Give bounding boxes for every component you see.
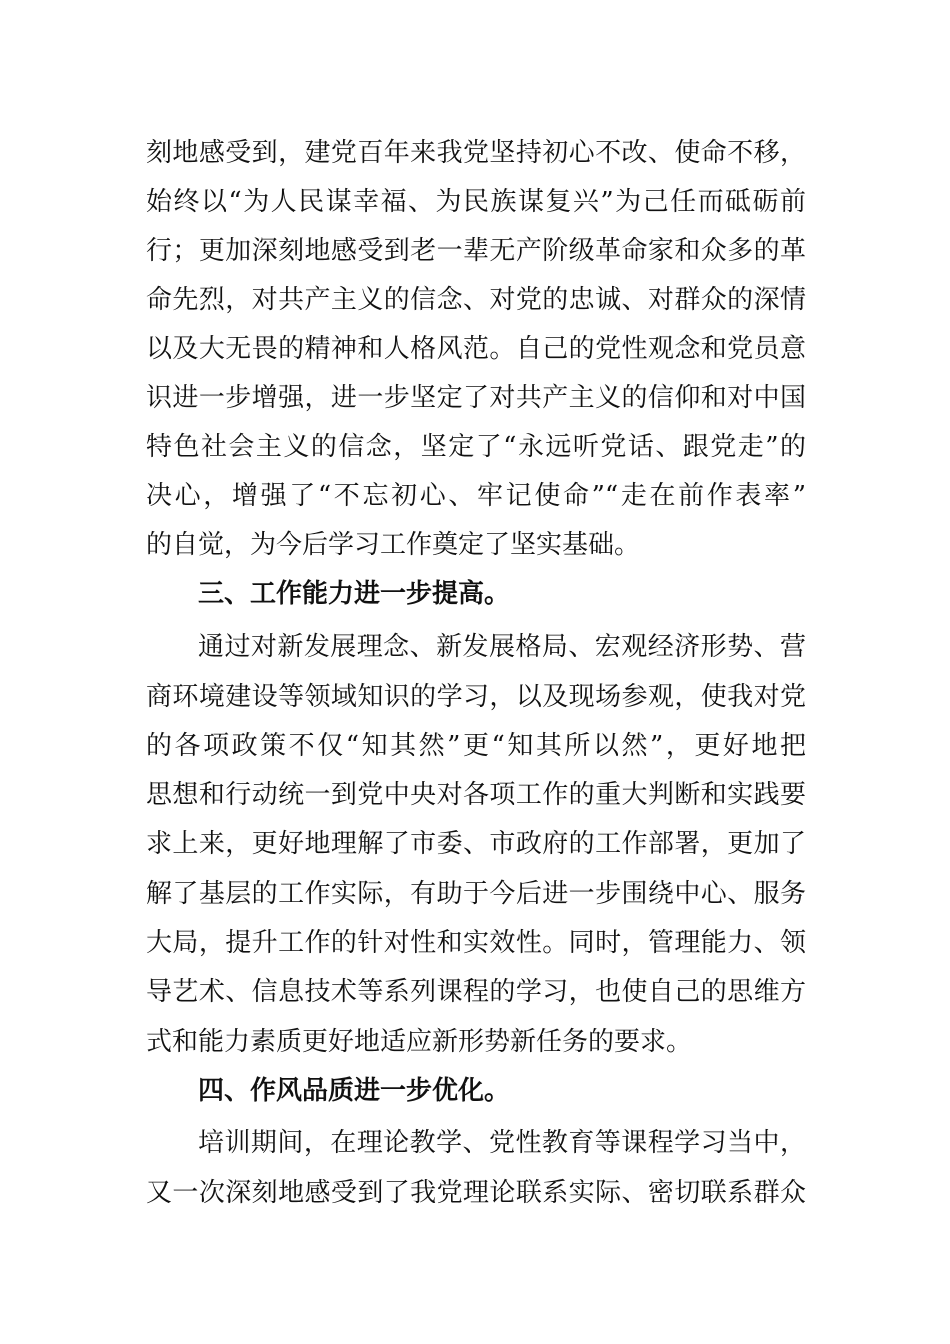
paragraph-line: 又一次深刻地感受到了我党理论联系实际、密切联系群众 bbox=[146, 1178, 806, 1208]
paragraph-line: 识进一步增强，进一步坚定了对共产主义的信仰和对中国 bbox=[146, 383, 806, 413]
paragraph-line: 始终以“为人民谋幸福、为民族谋复兴”为己任而砥砺前 bbox=[146, 187, 806, 217]
paragraph-line: 以及大无畏的精神和人格风范。自己的党性观念和党员意 bbox=[146, 334, 806, 364]
paragraph-line: 的各项政策不仅“知其然”更“知其所以然”，更好地把 bbox=[146, 731, 806, 761]
paragraph-line: 通过对新发展理念、新发展格局、宏观经济形势、营 bbox=[198, 632, 806, 662]
section-heading: 四、作风品质进一步优化。 bbox=[198, 1076, 511, 1106]
paragraph-line: 决心，增强了“不忘初心、牢记使命”“走在前作表率” bbox=[146, 481, 806, 511]
paragraph-line: 导艺术、信息技术等系列课程的学习，也使自己的思维方 bbox=[146, 977, 806, 1007]
paragraph-line: 命先烈，对共产主义的信念、对党的忠诚、对群众的深情 bbox=[146, 285, 806, 315]
paragraph-line: 商环境建设等领域知识的学习，以及现场参观，使我对党 bbox=[146, 682, 806, 712]
paragraph-line: 培训期间，在理论教学、党性教育等课程学习当中， bbox=[198, 1128, 806, 1158]
paragraph-line: 特色社会主义的信念，坚定了“永远听党话、跟党走”的 bbox=[146, 432, 806, 462]
paragraph-line: 解了基层的工作实际，有助于今后进一步围绕中心、服务 bbox=[146, 879, 806, 909]
paragraph-line: 刻地感受到，建党百年来我党坚持初心不改、使命不移， bbox=[146, 138, 806, 168]
paragraph-line: 大局，提升工作的针对性和实效性。同时，管理能力、领 bbox=[146, 928, 806, 958]
paragraph-line: 的自觉，为今后学习工作奠定了坚实基础。 bbox=[146, 530, 641, 560]
paragraph-line: 式和能力素质更好地适应新形势新任务的要求。 bbox=[146, 1027, 693, 1057]
paragraph-line: 行；更加深刻地感受到老一辈无产阶级革命家和众多的革 bbox=[146, 236, 806, 266]
section-heading: 三、工作能力进一步提高。 bbox=[198, 579, 511, 609]
paragraph-line: 求上来，更好地理解了市委、市政府的工作部署，更加了 bbox=[146, 829, 806, 859]
paragraph-line: 思想和行动统一到党中央对各项工作的重大判断和实践要 bbox=[146, 780, 806, 810]
